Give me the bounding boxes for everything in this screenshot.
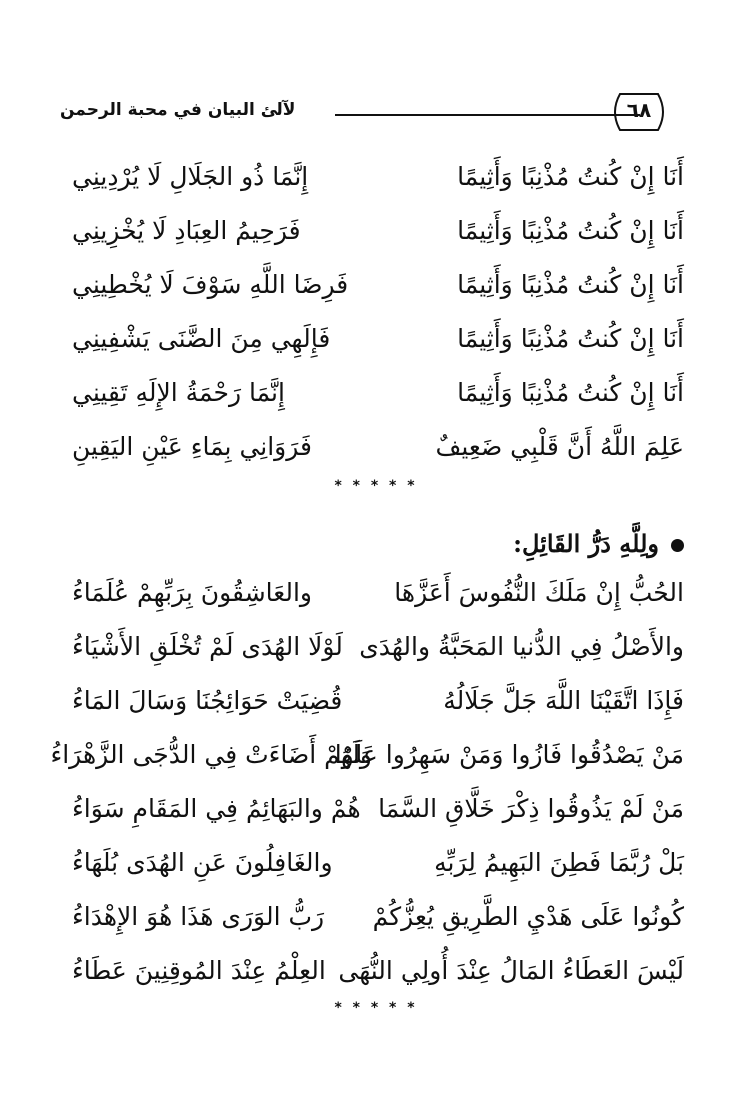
verse-line [72, 944, 684, 998]
verse-second-hemistich: فَإِلَهِي مِنَ الضَّنَى يَشْفِينِي [72, 324, 331, 353]
verse-second-hemistich: وَلَهُمْ أَضَاءَتْ فِي الدُّجَى الزَّهْرَاءُ [50, 740, 372, 769]
verse-first-hemistich: أَنَا إِنْ كُنتُ مُذْنِبًا وَأَثِيمًا [457, 378, 684, 407]
poem-second [50, 566, 684, 998]
verse-line [50, 728, 684, 782]
verse-second-hemistich: فَرَحِيمُ العِبَادِ لَا يُخْزِينِي [72, 216, 301, 245]
bullet-icon [671, 539, 684, 552]
verse-second-hemistich: فَرَوَانِي بِمَاءِ عَيْنِ اليَقِينِ [72, 432, 313, 461]
verse-first-hemistich: بَلْ رُبَّمَا فَطِنَ البَهِيمُ لِرَبِّهِ [434, 848, 684, 877]
poem-first [72, 150, 684, 474]
verse-first-hemistich: أَنَا إِنْ كُنتُ مُذْنِبًا وَأَثِيمًا [457, 162, 684, 191]
verse-second-hemistich: هُمْ والبَهَائِمُ فِي المَقَامِ سَوَاءُ [72, 794, 361, 823]
verse-second-hemistich: فَرِضَا اللَّهِ سَوْفَ لَا يُخْطِينِي [72, 270, 349, 299]
verse-first-hemistich: فَإِذَا اتَّقَيْنَا اللَّهَ جَلَّ جَلَالُهُ [443, 686, 684, 715]
running-header [60, 88, 680, 140]
verse-line [72, 150, 684, 204]
verse-line [72, 566, 684, 620]
verse-first-hemistich: أَنَا إِنْ كُنتُ مُذْنِبًا وَأَثِيمًا [457, 270, 684, 299]
verse-second-hemistich: إِنَّمَا رَحْمَةُ الإِلَهِ تَقِينِي [72, 378, 285, 407]
verse-second-hemistich: والغَافِلُونَ عَنِ الهُدَى بُلَهَاءُ [72, 848, 333, 877]
verse-second-hemistich: العِلْمُ عِنْدَ المُوقِنِينَ عَطَاءُ [72, 956, 326, 985]
verse-first-hemistich: الحُبُّ إِنْ مَلَكَ النُّفُوسَ أَعَزَّهَا [394, 578, 684, 607]
verse-second-hemistich: لَوْلَا الهُدَى لَمْ تُخْلَقِ الأَشْيَاءُ [72, 632, 343, 661]
verse-first-hemistich: والأَصْلُ فِي الدُّنيا المَحَبَّةُ والهُدَى [359, 632, 684, 661]
verse-line [72, 674, 684, 728]
verse-first-hemistich: أَنَا إِنْ كُنتُ مُذْنِبًا وَأَثِيمًا [457, 216, 684, 245]
page-number-frame [608, 92, 670, 132]
verse-second-hemistich: إِنَّمَا ذُو الجَلَالِ لَا يُرْدِينِي [72, 162, 309, 191]
verse-line [72, 258, 684, 312]
section-heading [72, 524, 684, 564]
page-number: ٦٨ [626, 98, 652, 122]
verse-second-hemistich: والعَاشِقُونَ بِرَبِّهِمْ عُلَمَاءُ [72, 578, 312, 607]
verse-first-hemistich: مَنْ لَمْ يَذُوقُوا ذِكْرَ خَلَّاقِ السَّمَا [378, 794, 684, 823]
verse-line [72, 204, 684, 258]
section-heading-text: ولِلَّهِ دَرُّ القَائِلِ: [513, 529, 659, 558]
verse-first-hemistich: عَلِمَ اللَّهُ أَنَّ قَلْبِي ضَعِيفٌ [435, 432, 684, 461]
verse-line [72, 836, 684, 890]
verse-line [72, 782, 684, 836]
verse-second-hemistich: رَبُّ الوَرَى هَذَا هُوَ الإِهْدَاءُ [72, 902, 325, 931]
verse-first-hemistich: كُونُوا عَلَى هَدْيِ الطَّرِيقِ يُعِزُّكُمْ [372, 902, 684, 931]
section-separator: * * * * * [334, 1000, 418, 1016]
section-separator: * * * * * [334, 478, 418, 494]
verse-line [72, 620, 684, 674]
book-title: لآلئ البيان في محبة الرحمن [60, 100, 296, 120]
verse-line [72, 366, 684, 420]
header-rule [335, 114, 640, 116]
verse-line [72, 890, 684, 944]
verse-first-hemistich: مَنْ يَصْدُقُوا فَازُوا وَمَنْ سَهِرُوا عَلَوْا [334, 740, 684, 769]
verse-first-hemistich: أَنَا إِنْ كُنتُ مُذْنِبًا وَأَثِيمًا [457, 324, 684, 353]
verse-second-hemistich: قُضِيَتْ حَوَائِجُنَا وَسَالَ المَاءُ [72, 686, 343, 715]
verse-line [72, 312, 684, 366]
verse-line [72, 420, 684, 474]
verse-first-hemistich: لَيْسَ العَطَاءُ المَالُ عِنْدَ أُولِي النُّهَى [338, 956, 684, 985]
